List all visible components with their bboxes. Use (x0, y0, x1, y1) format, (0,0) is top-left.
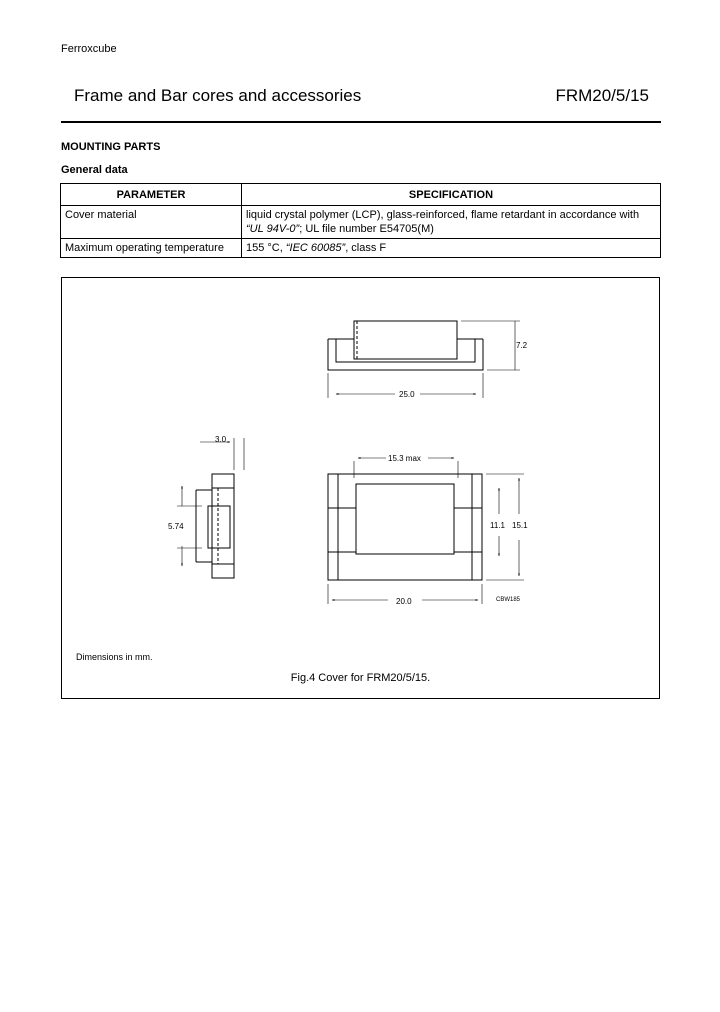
column-header-specification: SPECIFICATION (242, 184, 661, 206)
parameter-cell: Cover material (61, 206, 242, 239)
table-header-row (61, 184, 661, 206)
section-title: MOUNTING PARTS (61, 141, 161, 153)
dimension-front-width: 20.0 (396, 597, 412, 606)
specification-cell (242, 206, 661, 239)
table-row (61, 239, 661, 258)
table-row (61, 206, 661, 239)
page-title: Frame and Bar cores and accessories (74, 86, 362, 105)
side-view (177, 438, 244, 578)
drawing-code: CBW185 (496, 597, 521, 603)
dimension-top-width: 25.0 (399, 390, 415, 399)
dimension-front-inner-width: 15.3 max (388, 454, 421, 463)
general-data-table (60, 183, 661, 258)
spec-standard: “IEC 60085” (285, 242, 346, 254)
spec-text: , class F (345, 242, 387, 254)
front-view (328, 458, 524, 604)
dimension-top-height: 7.2 (516, 341, 528, 350)
top-view (328, 321, 520, 398)
column-header-parameter: PARAMETER (61, 184, 242, 206)
company-name: Ferroxcube (61, 43, 117, 55)
parameter-cell: Maximum operating temperature (61, 239, 242, 258)
specification-cell (242, 239, 661, 258)
dimension-side-thickness: 3.0 (215, 435, 227, 444)
header-divider (61, 121, 661, 123)
subsection-title: General data (61, 164, 128, 176)
spec-text: 155 °C, (246, 242, 286, 254)
part-number: FRM20/5/15 (555, 86, 649, 105)
spec-text: liquid crystal polymer (LCP), glass-reinforced, flame retardant in accordance with (246, 209, 640, 221)
figure-frame (61, 277, 660, 699)
spec-text: ; UL file number E54705(M) (299, 223, 434, 235)
spec-standard: “UL 94V-0” (246, 223, 300, 235)
figure-caption: Fig.4 Cover for FRM20/5/15. (290, 672, 431, 684)
dimension-note: Dimensions in mm. (76, 652, 153, 662)
dimension-side-height: 5.74 (168, 522, 184, 531)
dimension-front-inner-height: 11.1 (490, 521, 505, 530)
technical-drawing (62, 278, 661, 700)
dimension-front-height: 15.1 (512, 521, 528, 530)
